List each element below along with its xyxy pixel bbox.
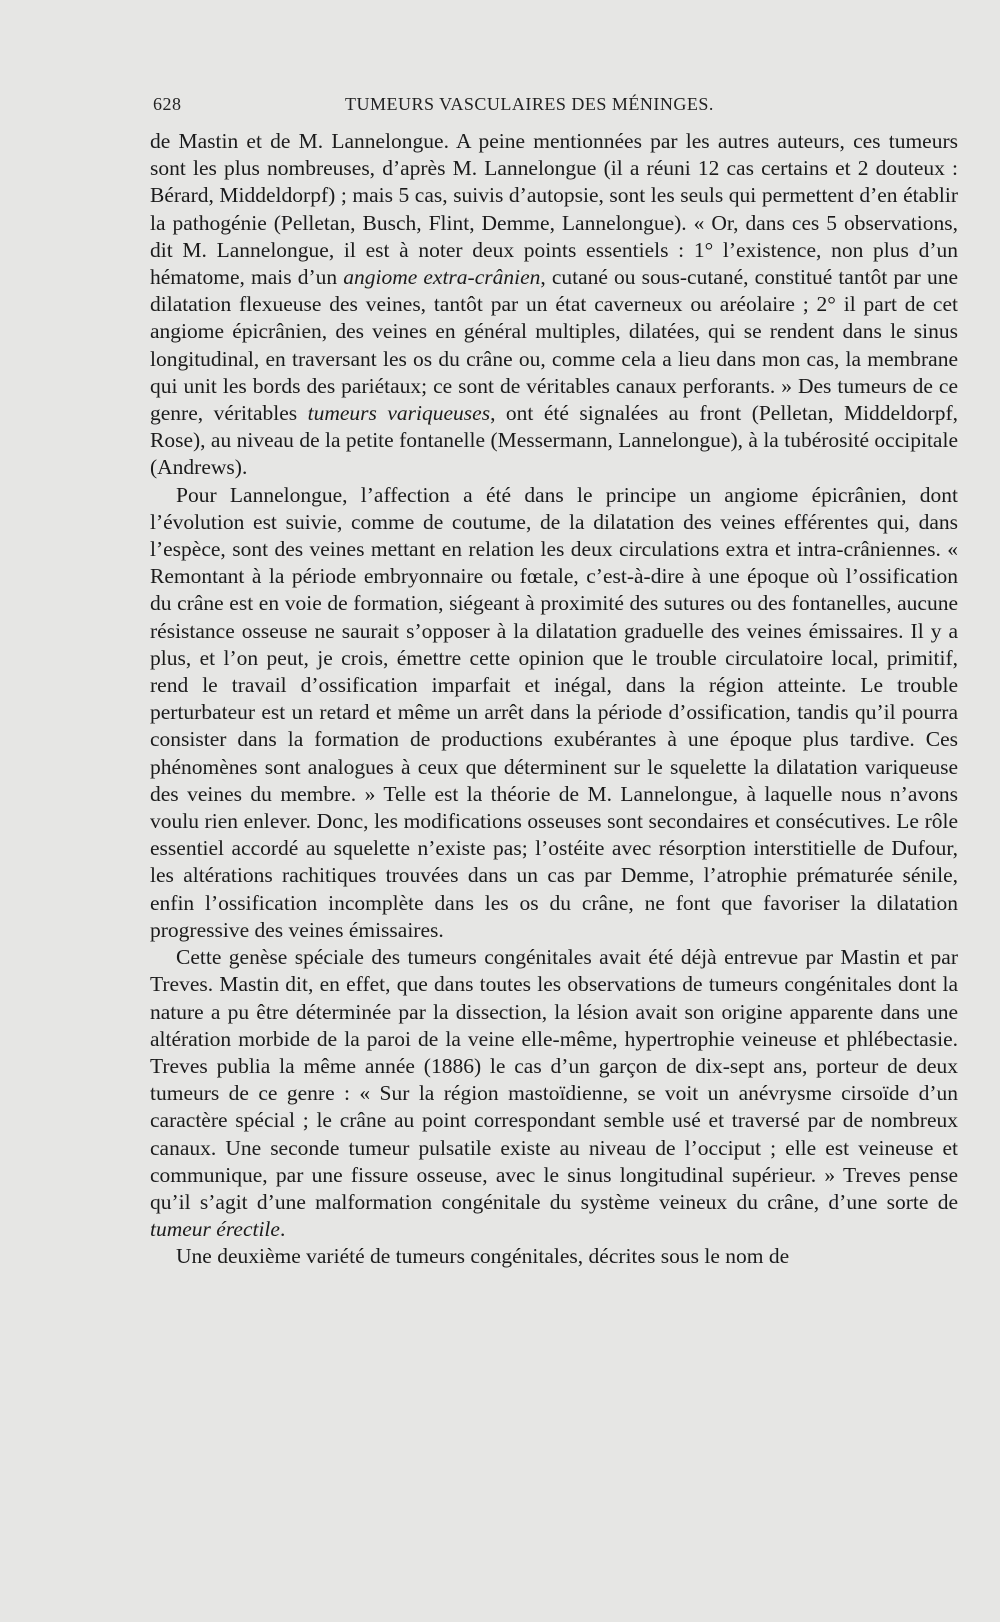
paragraph: [150, 482, 958, 944]
italic-text: angiome extra-crânien: [343, 265, 541, 290]
paragraph: [150, 128, 958, 482]
text-run: Une deuxième variété de tumeurs congénitales, décrites sous le nom de: [176, 1244, 790, 1269]
page-number: 628: [153, 94, 182, 114]
body-text: [150, 128, 958, 1271]
text-run: Cette genèse spéciale des tumeurs congénitales avait été déjà entrevue par Mastin et par Treves. Mastin dit, en effet, que dans toutes les observations de tumeurs congénitales dont la nature a pu être déterminée par la dissection, la lésion avait son origine apparente dans une altération morbide de la paroi de la veine elle-même, hypertrophie veineuse et phlébectasie. Treves publia la même année (1886) le cas d’un garçon de dix-sept ans, porteur de deux tumeurs de ce genre : « Sur la région mastoïdienne, se voit un anévrysme cirsoïde d’un caractère spécial ; le crâne au point correspondant semble usé et traversé par de nombreux canaux. Une seconde tumeur pulsatile existe au niveau de l’occiput ; elle est veineuse et communique, par une fissure osseuse, avec le sinus longitudinal supérieur. » Treves pense qu’il s’agit d’une malformation congénitale du système veineux du crâne, d’une sorte de: [150, 945, 958, 1214]
italic-text: tumeurs variqueuses: [307, 401, 491, 426]
italic-text: tumeur érectile: [150, 1217, 280, 1242]
paragraph: [150, 1243, 958, 1270]
text-run: de Mastin et de M. Lannelongue. A peine mentionnées par les autres auteurs, ces tumeurs sont les plus nombreuses, d’après M. Lannelongue (il a réuni 12 cas certains et 2 douteux : Bérard, Middeldorpf) ; mais 5 cas, suivis d’autopsie, sont les seuls qui permettent d’en établir la pathogénie (Pelletan, Busch, Flint, Demme, Lannelongue). « Or, dans ces 5 observations, dit M. Lannelongue, il est à noter deux points essentiels : 1° l’existence, non plus d’un hématome, mais d’un: [150, 129, 958, 290]
text-run: .: [279, 1217, 286, 1242]
running-title: TUMEURS VASCULAIRES DES MÉNINGES.: [345, 94, 714, 114]
text-run: , cutané ou sous-cutané, constitué tantôt par une dilatation flexueuse des veines, tantôt par un état caverneux ou aréolaire ; 2° il part de cet angiome épicrânien, des veines en général multiples, dilatées, qui se rendent dans le sinus longitudinal, en traversant les os du crâne ou, comme cela a lieu dans mon cas, la membrane qui unit les bords des pariétaux; ce sont de véritables canaux perforants. » Des tumeurs de ce genre, véritables: [150, 265, 958, 426]
text-run: Pour Lannelongue, l’affection a été dans le principe un angiome épicrânien, dont l’évolution est suivie, comme de coutume, de la dilatation des veines efférentes qui, dans l’espèce, sont des veines mettant en relation les deux circulations extra et intra-crâniennes. « Remontant à la période embryonnaire ou fœtale, c’est-à-dire à une époque où l’ossification du crâne est en voie de formation, siégeant à proximité des sutures ou des fontanelles, aucune résistance osseuse ne saurait s’opposer à la dilatation graduelle des veines émissaires. Il y a plus, et l’on peut, je crois, émettre cette opinion que le trouble circulatoire local, primitif, rend le travail d’ossification imparfait et inégal, dans la région atteinte. Le trouble perturbateur est un retard et même un arrêt dans la période d’ossification, tandis qu’il pourra consister dans la formation de productions exubérantes à une époque plus tardive. Ces phénomènes sont analogues à ceux que déterminent sur le squelette la dilatation variqueuse des veines du membre. » Telle est la théorie de M. Lannelongue, à laquelle nous n’avons voulu rien enlever. Donc, les modifications osseuses sont secondaires et consécutives. Le rôle essentiel accordé au squelette n’existe pas; l’ostéite avec résorption interstitielle de Dufour, les altérations rachitiques trouvées dans un cas par Demme, l’atrophie prématurée sénile, enfin l’ossification incomplète dans les os du crâne, ne font que favoriser la dilatation progressive des veines émissaires.: [150, 482, 958, 942]
paragraph: [150, 944, 958, 1243]
text-run: , ont été signalées au front (Pelletan, Middeldorpf, Rose), au niveau de la petite fontanelle (Messermann, Lannelongue), à la tubérosité occipitale (Andrews).: [150, 401, 958, 480]
